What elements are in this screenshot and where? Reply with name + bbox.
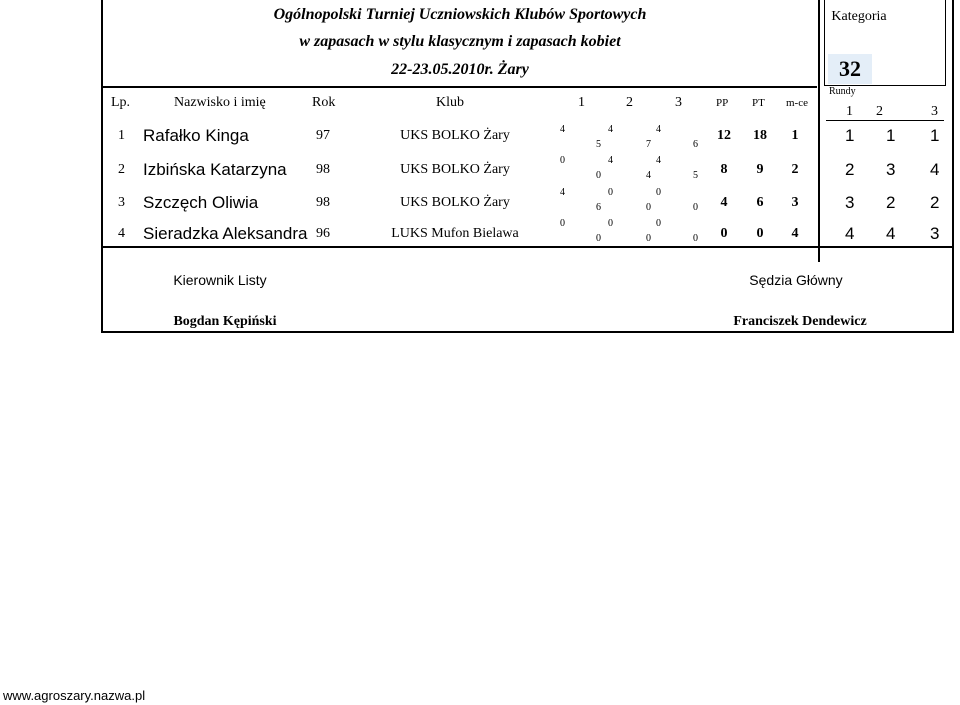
row-place: 2 — [791, 162, 799, 177]
website-url[interactable]: www.agroszary.nazwa.pl — [3, 688, 146, 703]
row-name: Izbińska Katarzyna — [143, 160, 287, 179]
category-label: Kategoria — [831, 9, 887, 24]
frame-bottom-line — [101, 331, 954, 333]
score-r3-top: 4 — [656, 155, 661, 166]
date-place: 22-23.05.2010r. Żary — [391, 61, 529, 78]
col-round-2: 2 — [876, 104, 883, 119]
score-r1-bottom: 0 — [596, 170, 601, 181]
col-year: Rok — [312, 95, 336, 110]
score-r1-bottom: 6 — [596, 202, 601, 213]
row-club: UKS BOLKO Żary — [400, 195, 510, 210]
score-r3-top: 0 — [656, 187, 661, 198]
row-round-3: 3 — [930, 224, 940, 243]
col-pp: PP — [716, 97, 729, 109]
row-pp: 12 — [717, 128, 731, 143]
row-club: UKS BOLKO Żary — [400, 128, 510, 143]
frame-left-line — [101, 86, 103, 333]
row-name: Sieradzka Aleksandra — [143, 224, 308, 243]
score-r2-top: 4 — [608, 124, 613, 135]
score-r1-top: 4 — [560, 124, 565, 135]
col-round-3: 3 — [931, 104, 938, 119]
row-round-1: 2 — [845, 160, 855, 179]
row-pp: 8 — [720, 162, 728, 177]
row-place: 1 — [791, 128, 799, 143]
col-r1: 1 — [578, 95, 585, 110]
score-r2-bottom: 4 — [646, 170, 651, 181]
row-year: 98 — [316, 162, 330, 177]
row-club: LUKS Mufon Bielawa — [391, 226, 519, 241]
col-club: Klub — [436, 95, 464, 110]
row-year: 97 — [316, 128, 330, 143]
frame-right-line — [952, 0, 954, 333]
row-name: Szczęch Oliwia — [143, 193, 259, 212]
table-bottom-line — [101, 246, 954, 248]
col-name: Nazwisko i imię — [174, 95, 266, 110]
score-r3-bottom: 0 — [693, 202, 698, 213]
row-round-3: 2 — [930, 193, 940, 212]
score-r2-bottom: 7 — [646, 139, 651, 150]
category-divider — [818, 0, 820, 262]
score-r2-top: 4 — [608, 155, 613, 166]
row-round-2: 2 — [886, 193, 896, 212]
title-line-2: w zapasach w stylu klasycznym i zapasach kobiet — [299, 33, 621, 50]
row-round-1: 3 — [845, 193, 855, 212]
category-value: 32 — [828, 54, 872, 84]
score-r3-top: 0 — [656, 218, 661, 229]
col-pt: PT — [752, 97, 765, 109]
left-signature-role: Kierownik Listy — [173, 272, 267, 288]
score-r1-top: 4 — [560, 187, 565, 198]
row-name: Rafałko Kinga — [143, 126, 249, 145]
rounds-header-underline — [826, 120, 944, 121]
row-lp: 1 — [118, 128, 125, 143]
score-r2-top: 0 — [608, 187, 613, 198]
row-lp: 3 — [118, 195, 125, 210]
row-round-2: 1 — [886, 126, 896, 145]
right-signature-role: Sędzia Główny — [749, 272, 843, 288]
rounds-label: Rundy — [829, 86, 856, 97]
row-pp: 0 — [720, 226, 728, 241]
row-round-1: 4 — [845, 224, 855, 243]
score-r2-bottom: 0 — [646, 202, 651, 213]
score-r2-top: 0 — [608, 218, 613, 229]
col-r3: 3 — [675, 95, 682, 110]
score-r3-bottom: 5 — [693, 170, 698, 181]
row-lp: 4 — [118, 226, 125, 241]
score-r2-bottom: 0 — [646, 233, 651, 244]
row-pt: 18 — [753, 128, 767, 143]
col-lp: Lp. — [111, 95, 131, 110]
row-lp: 2 — [118, 162, 125, 177]
row-pp: 4 — [720, 195, 728, 210]
category-box-right — [945, 0, 946, 86]
row-place: 4 — [791, 226, 799, 241]
col-round-1: 1 — [846, 104, 853, 119]
row-place: 3 — [791, 195, 799, 210]
score-r1-top: 0 — [560, 218, 565, 229]
right-signature-name: Franciszek Dendewicz — [733, 314, 867, 329]
score-r3-bottom: 6 — [693, 139, 698, 150]
score-r1-bottom: 5 — [596, 139, 601, 150]
header-divider — [101, 86, 817, 88]
row-pt: 9 — [756, 162, 764, 177]
score-r3-bottom: 0 — [693, 233, 698, 244]
row-year: 96 — [316, 226, 330, 241]
score-r1-bottom: 0 — [596, 233, 601, 244]
row-pt: 0 — [756, 226, 764, 241]
left-signature-name: Bogdan Kępiński — [173, 314, 277, 329]
row-round-1: 1 — [845, 126, 855, 145]
frame-top-line — [101, 0, 103, 88]
col-place: m-ce — [786, 97, 808, 109]
row-year: 98 — [316, 195, 330, 210]
score-r1-top: 0 — [560, 155, 565, 166]
row-pt: 6 — [756, 195, 764, 210]
row-round-3: 4 — [930, 160, 940, 179]
row-round-2: 3 — [886, 160, 896, 179]
row-club: UKS BOLKO Żary — [400, 162, 510, 177]
col-r2: 2 — [626, 95, 633, 110]
row-round-2: 4 — [886, 224, 896, 243]
title-line-1: Ogólnopolski Turniej Uczniowskich Klubów Sportowych — [273, 6, 647, 23]
row-round-3: 1 — [930, 126, 940, 145]
score-r3-top: 4 — [656, 124, 661, 135]
